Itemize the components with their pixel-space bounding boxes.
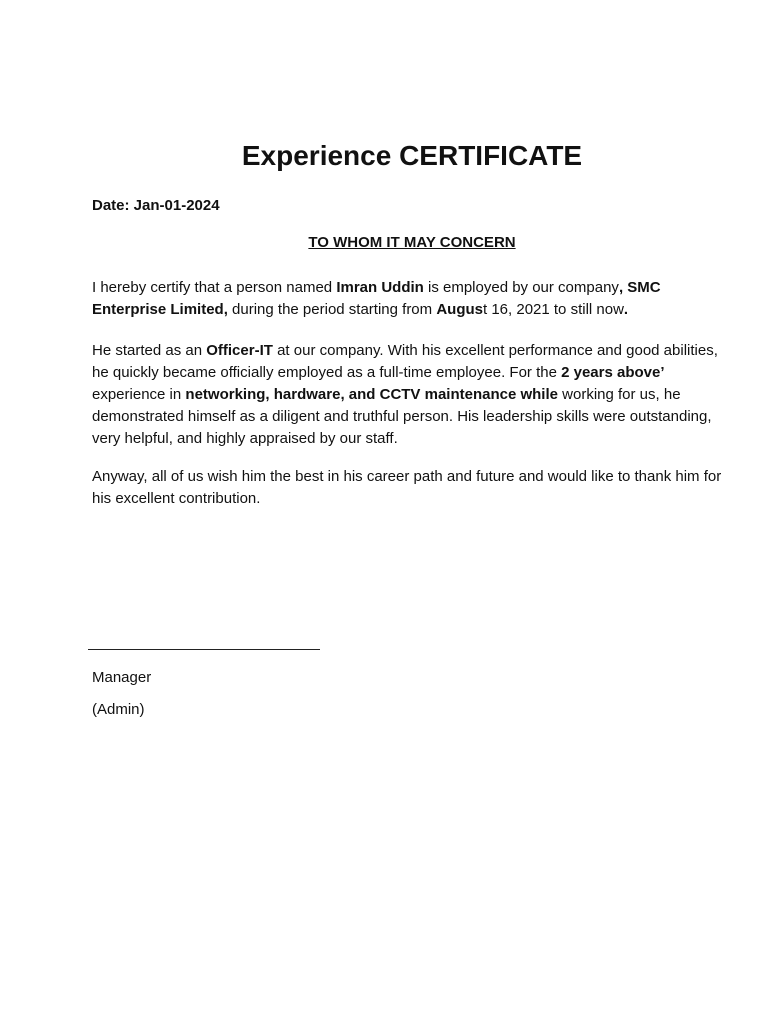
signatory-department: (Admin): [92, 701, 145, 718]
company-name: , SMC Enterprise Limited,: [92, 279, 661, 318]
p1-text-4: t 16, 2021 to still now: [483, 301, 624, 318]
employee-name: Imran Uddin: [336, 279, 424, 296]
p1-text-2: is employed by our company: [423, 279, 619, 296]
signature-line: [88, 649, 320, 650]
experience-duration: 2 years above’: [561, 364, 665, 381]
p2-text-1: He started as an: [92, 342, 207, 359]
start-month: Augus: [436, 301, 483, 318]
p1-text-3: during the period starting from: [227, 301, 437, 318]
p2-text-3: experience in: [92, 386, 186, 403]
paragraph-employment: [92, 277, 736, 321]
p2-text-4: working for us, he demonstrated himself as a diligent and truthful person. His leadership skills were outstanding, very helpful, and highly appraised by our staff.: [92, 386, 712, 447]
experience-skills: networking, hardware, and CCTV maintenance while: [185, 386, 558, 403]
p1-text-1: I hereby certify that a person named: [92, 279, 337, 296]
p2-text-2: at our company. With his excellent performance and good abilities, he quickly became officially employed as a full-time employee. For the: [92, 342, 718, 381]
paragraph-performance: [92, 340, 736, 450]
salutation-heading: TO WHOM IT MAY CONCERN: [308, 234, 516, 251]
issue-date: Date: Jan-01-2024: [92, 197, 220, 214]
paragraph-closing: Anyway, all of us wish him the best in his career path and future and would like to thank him for his excellent contribution.: [92, 468, 722, 507]
signatory-role: Manager: [92, 669, 152, 686]
p1-period: .: [623, 301, 629, 318]
job-position: Officer-IT: [206, 342, 273, 359]
certificate-title: Experience CERTIFICATE: [241, 140, 583, 171]
